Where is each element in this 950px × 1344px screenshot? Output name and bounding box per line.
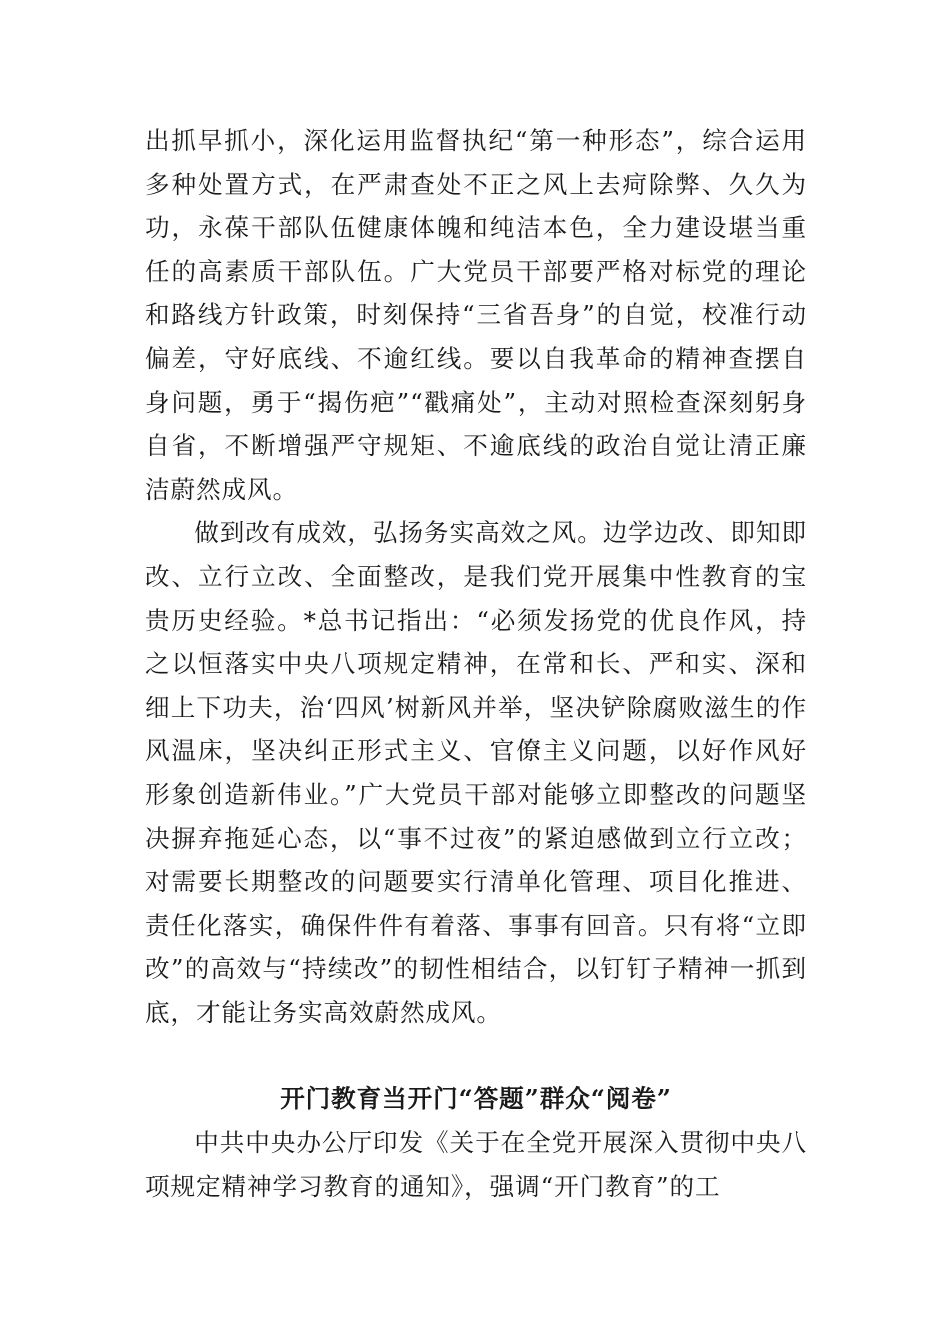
paragraph-integrity: 出抓早抓小，深化运用监督执纪“第一种形态”，综合运用多种处置方式，在严肃查处不正之风上去疴除弊、久久为功，永葆干部队伍健康体魄和纯洁本色，全力建设堪当重任的高素质干部队伍。广大党员干部要严格对标党的理论和路线方针政策，时刻保持“三省吾身”的自觉，校准行动偏差，守好底线、不逾红线。要以自我革命的精神查摆自身问题，勇于“揭伤疤”“戳痛处”，主动对照检查深刻躬身自省，不断增强严守规矩、不逾底线的政治自觉让清正廉洁蔚然成风。 — [145, 126, 807, 504]
paragraph-rectification: 做到改有成效，弘扬务实高效之风。边学边改、即知即改、立行立改、全面整改，是我们党开展集中性教育的宝贵历史经验。*总书记指出：“必须发扬党的优良作风，持之以恒落实中央八项规定精神，在常和长、严和实、深和细上下功夫，治‘四风’树新风并举，坚决铲除腐败滋生的作风温床，坚决纠正形式主义、官僚主义问题，以好作风好形象创造新伟业。”广大党员干部对能够立即整改的问题坚决摒弃拖延心态，以“事不过夜”的紧迫感做到立行立改；对需要长期整改的问题要实行清单化管理、项目化推进、责任化落实，确保件件有着落、事事有回音。只有将“立即改”的高效与“持续改”的韧性相结合，以钉钉子精神一抓到底，才能让务实高效蔚然成风。 — [145, 518, 807, 1027]
section-heading: 开门教育当开门“答题”群众“阅卷” — [280, 1084, 672, 1114]
paragraph-open-education: 中共中央办公厅印发《关于在全党开展深入贯彻中央八项规定精神学习教育的通知》，强调“开门教育”的工 — [145, 1128, 807, 1201]
document-body — [145, 119, 807, 1208]
